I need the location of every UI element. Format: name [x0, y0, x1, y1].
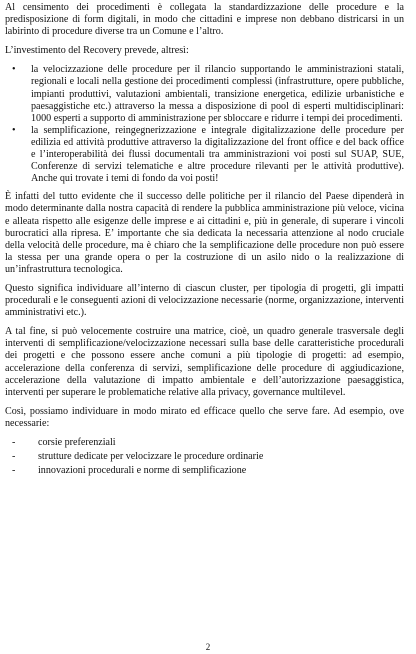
page-number: 2 [205, 642, 211, 652]
list-item-text: la velocizzazione delle procedure per il rilancio supportando le amministrazioni statali, regionali e locali nella gestione dei procedimenti complessi (infrastrutture, opere pubbliche, impianti produttivi, valutazioni ambientali, transizione energetica, edilizie urbanistiche e paesaggistiche etc.) attraverso la messa a disposizione di pool di esperti multidisciplinari: 1000 esperti a supporto di amministrazione per sbloccare e ridurre i tempi dei procedimenti. [31, 64, 404, 124]
list-item-text: corsie preferenziali [38, 437, 116, 448]
paragraph-recovery-intro: L’investimento del Recovery prevede, altresì: [5, 45, 189, 57]
list-item-text: la semplificazione, reingegnerizzazione e integrale digitalizzazione delle procedure per edilizia ed attività produttive attraverso la digitalizzazione del front office e del back office e l’interoperabilità dei flussi documentali tra amministrazioni voi posti sul SUAP, SUE, Conferenze di servizi telematiche e altre procedure rilevanti per le attività produttive). Anche qui trovate i temi di fondo da voi posti! [31, 124, 404, 185]
list-item-text: strutture dedicate per velocizzare le procedure ordinarie [38, 451, 264, 463]
list-item [5, 451, 404, 463]
bullet-marker: • [12, 124, 16, 136]
recovery-bullet-list [5, 64, 404, 185]
paragraph-cluster: Questo significa individuare all’interno di ciascun cluster, per tipologia di progetti, gli impatti procedurali e le conseguenti azioni di velocizzazione necessarie (norme, organizzazione, interventi amministrativi etc.). [5, 282, 404, 319]
paragraph-targeted: Così, possiamo individuare in modo mirato ed efficace quello che serve fare. Ad esempio, ove necessarie: [5, 405, 404, 429]
list-item [5, 437, 404, 449]
dash-marker: - [12, 451, 16, 463]
list-item [5, 465, 404, 477]
paragraph-census: Al censimento dei procedimenti è collegata la standardizzazione delle procedure e la predisposizione di form digitali, in modo che cittadini e imprese non debbano districarsi in un labirinto di procedure diverse tra un Comune e l’altro. [5, 2, 404, 38]
list-item-text: innovazioni procedurali e norme di semplificazione [38, 465, 247, 477]
measures-dash-list [5, 437, 404, 477]
paragraph-matrix: A tal fine, si può velocemente costruire una matrice, cioè, un quadro generale trasversale degli interventi di semplificazione/velocizzazione necessari sulla base delle caratteristiche procedurali dei progetti e che possono essere anche comuni a più tipologie di progetti: ad esempio, accelerazione della conferenza di servizi, semplificazione delle procedure di aggiudicazione, accelerazione della valutazione di impatto ambientale e dell’autorizzazione paesaggistica, interventi per superare le problematiche relative alla privacy, governance multilevel. [5, 326, 404, 398]
list-item [5, 125, 404, 185]
dash-marker: - [12, 465, 16, 477]
paragraph-success-policies: È infatti del tutto evidente che il successo delle politiche per il rilancio del Paese dipenderà in modo determinante dalla nostra capacità di rendere la pubblica amministrazione più veloce, vicina e alleata rispetto alle esigenze delle imprese e ai cittadini e, più in generale, di superare i vincoli burocratici alla ripresa. E’ importante che sia dedicata la necessaria attenzione al nodo cruciale della velocità delle procedure, ma è chiaro che la semplificazione delle procedure non può essere la stessa per una grande opera o per la costruzione di un asilo nido o la realizzazione di un’infrastruttura tecnologica. [5, 191, 404, 275]
list-item [5, 64, 404, 124]
bullet-marker: • [12, 64, 16, 76]
dash-marker: - [12, 437, 16, 448]
